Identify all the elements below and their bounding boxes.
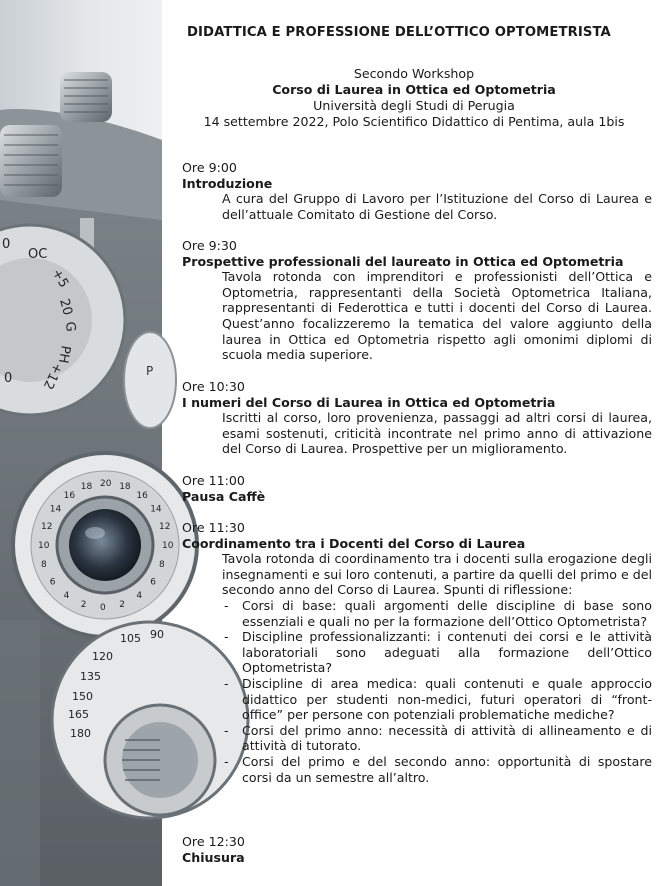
- agenda-time: Ore 9:00: [182, 160, 237, 175]
- agenda-time: Ore 9:30: [182, 238, 237, 253]
- dial-number: 6: [49, 577, 56, 588]
- list-item: - Corsi di base: quali argomenti delle discipline di base sono essenziali e quali no per la formazione dell’Ottico Optometrista?: [222, 598, 652, 629]
- agenda-time: Ore 11:00: [182, 473, 245, 488]
- dial-number: 2: [80, 600, 87, 610]
- agenda-item: [182, 379, 652, 457]
- page-title: DIDATTICA E PROFESSIONE DELL’OTTICO OPTOMETRISTA: [187, 25, 611, 40]
- dial-label: 135: [80, 670, 101, 683]
- dial-number: 18: [80, 482, 93, 492]
- dial-number: 4: [63, 591, 70, 602]
- agenda-title: Coordinamento tra i Docenti del Corso di Laurea: [182, 535, 526, 551]
- agenda-description: Tavola rotonda di coordinamento tra i docenti sulla erogazione degli insegnamenti e sui loro contenuti, a partire da quelli del primo e del secondo anno del Corso di Laurea. Spunti di riflessione:: [222, 551, 652, 598]
- agenda-time: Ore 12:30: [182, 834, 245, 849]
- list-item: - Discipline di area medica: quali contenuti e quale approccio didattico per studenti non-medici, futuri operatori di “front-office” per persone con potenziali problematiche mediche?: [222, 676, 652, 723]
- agenda-title: Pausa Caffè: [182, 488, 266, 504]
- agenda-item: [182, 473, 652, 504]
- dial-number: 6: [150, 577, 156, 588]
- dial-label: +12: [39, 360, 65, 392]
- course-name: Corso di Laurea in Ottica ed Optometria: [272, 82, 556, 97]
- list-item: - Discipline professionalizzanti: i contenuti dei corsi e le attività laboratoriali sono adeguati alla formazione dell’Ottico Optometrista?: [222, 629, 652, 676]
- university-name: Università degli Studi di Perugia: [313, 98, 515, 113]
- dial-label: 105: [120, 632, 141, 645]
- dial-number: 16: [63, 490, 76, 501]
- agenda-title: Chiusura: [182, 849, 245, 865]
- agenda-item: [182, 160, 652, 222]
- dial-number: 0: [100, 603, 106, 613]
- list-item: - Corsi del primo anno: necessità di attività di allineamento e di attività di tutorato.: [222, 723, 652, 754]
- dial-label: 180: [70, 727, 91, 740]
- dial-number: 10: [38, 541, 50, 551]
- phoropter-photo: [0, 0, 174, 886]
- dial-label: 0: [4, 371, 13, 386]
- agenda-item: [182, 520, 652, 785]
- dial-label: 0: [2, 237, 11, 252]
- dial-number: 14: [49, 504, 62, 515]
- dial-label: 165: [68, 708, 89, 721]
- dial-label: G: [62, 321, 78, 333]
- dial-number: 16: [136, 490, 148, 501]
- dial-number: 20: [100, 479, 112, 489]
- dial-label: 90: [150, 628, 164, 641]
- agenda-title: I numeri del Corso di Laurea in Ottica ed Optometria: [182, 394, 556, 410]
- agenda-title: Introduzione: [182, 175, 273, 191]
- list-item: - Corsi del primo e del secondo anno: opportunità di spostare corsi da un semestre all’altro.: [222, 754, 652, 785]
- agenda-item: [182, 238, 652, 363]
- dial-label: 120: [92, 650, 113, 663]
- agenda-time: Ore 10:30: [182, 379, 245, 394]
- dial-label: P: [146, 364, 154, 378]
- dial-number: 12: [159, 521, 171, 532]
- dial-number: 14: [150, 504, 162, 515]
- agenda-time: Ore 11:30: [182, 520, 245, 535]
- dial-label: OC: [28, 247, 48, 262]
- dial-number: 18: [119, 482, 131, 492]
- dial-number: 12: [41, 521, 53, 532]
- agenda-description: A cura del Gruppo di Lavoro per l’Istituzione del Corso di Laurea e dell’attuale Comitato di Gestione del Corso.: [222, 191, 652, 222]
- agenda-description: Iscritti al corso, loro provenienza, passaggi ad altri corsi di laurea, esami sostenuti, criticità incontrate nel primo anno di attivazione del Corso di Laurea. Prospettive per un miglioramento.: [222, 410, 652, 457]
- phoropter-illustration: [0, 0, 174, 886]
- agenda-description: Tavola rotonda con imprenditori e professionisti dell’Ottica e Optometria, rappresentanti della Società Optometrica Italiana, rappresentanti di Federottica e tutti i docenti del Corso di Laurea. Quest’anno focalizzeremo la tematica del valore aggiunto della laurea in Ottica ed Optometria rispetto agli omonimi diplomi di scuola media superiore.: [222, 269, 652, 363]
- dial-number: 4: [136, 591, 143, 602]
- dial-number: 2: [119, 600, 125, 610]
- dial-number: 8: [41, 560, 47, 571]
- agenda-title: Prospettive professionali del laureato in Ottica ed Optometria: [182, 253, 624, 269]
- dial-number: 8: [159, 560, 165, 571]
- dial-label: +5: [48, 266, 72, 291]
- dial-label: 20: [56, 297, 75, 318]
- dial-number: 10: [162, 541, 174, 551]
- agenda-item: [182, 834, 652, 865]
- workshop-label: Secondo Workshop: [353, 66, 475, 81]
- dial-label: PH: [55, 344, 73, 365]
- dial-label: 150: [72, 690, 93, 703]
- event-date-location: 14 settembre 2022, Polo Scientifico Didattico di Pentima, aula 1bis: [203, 114, 625, 129]
- reflection-points-list: [222, 598, 652, 785]
